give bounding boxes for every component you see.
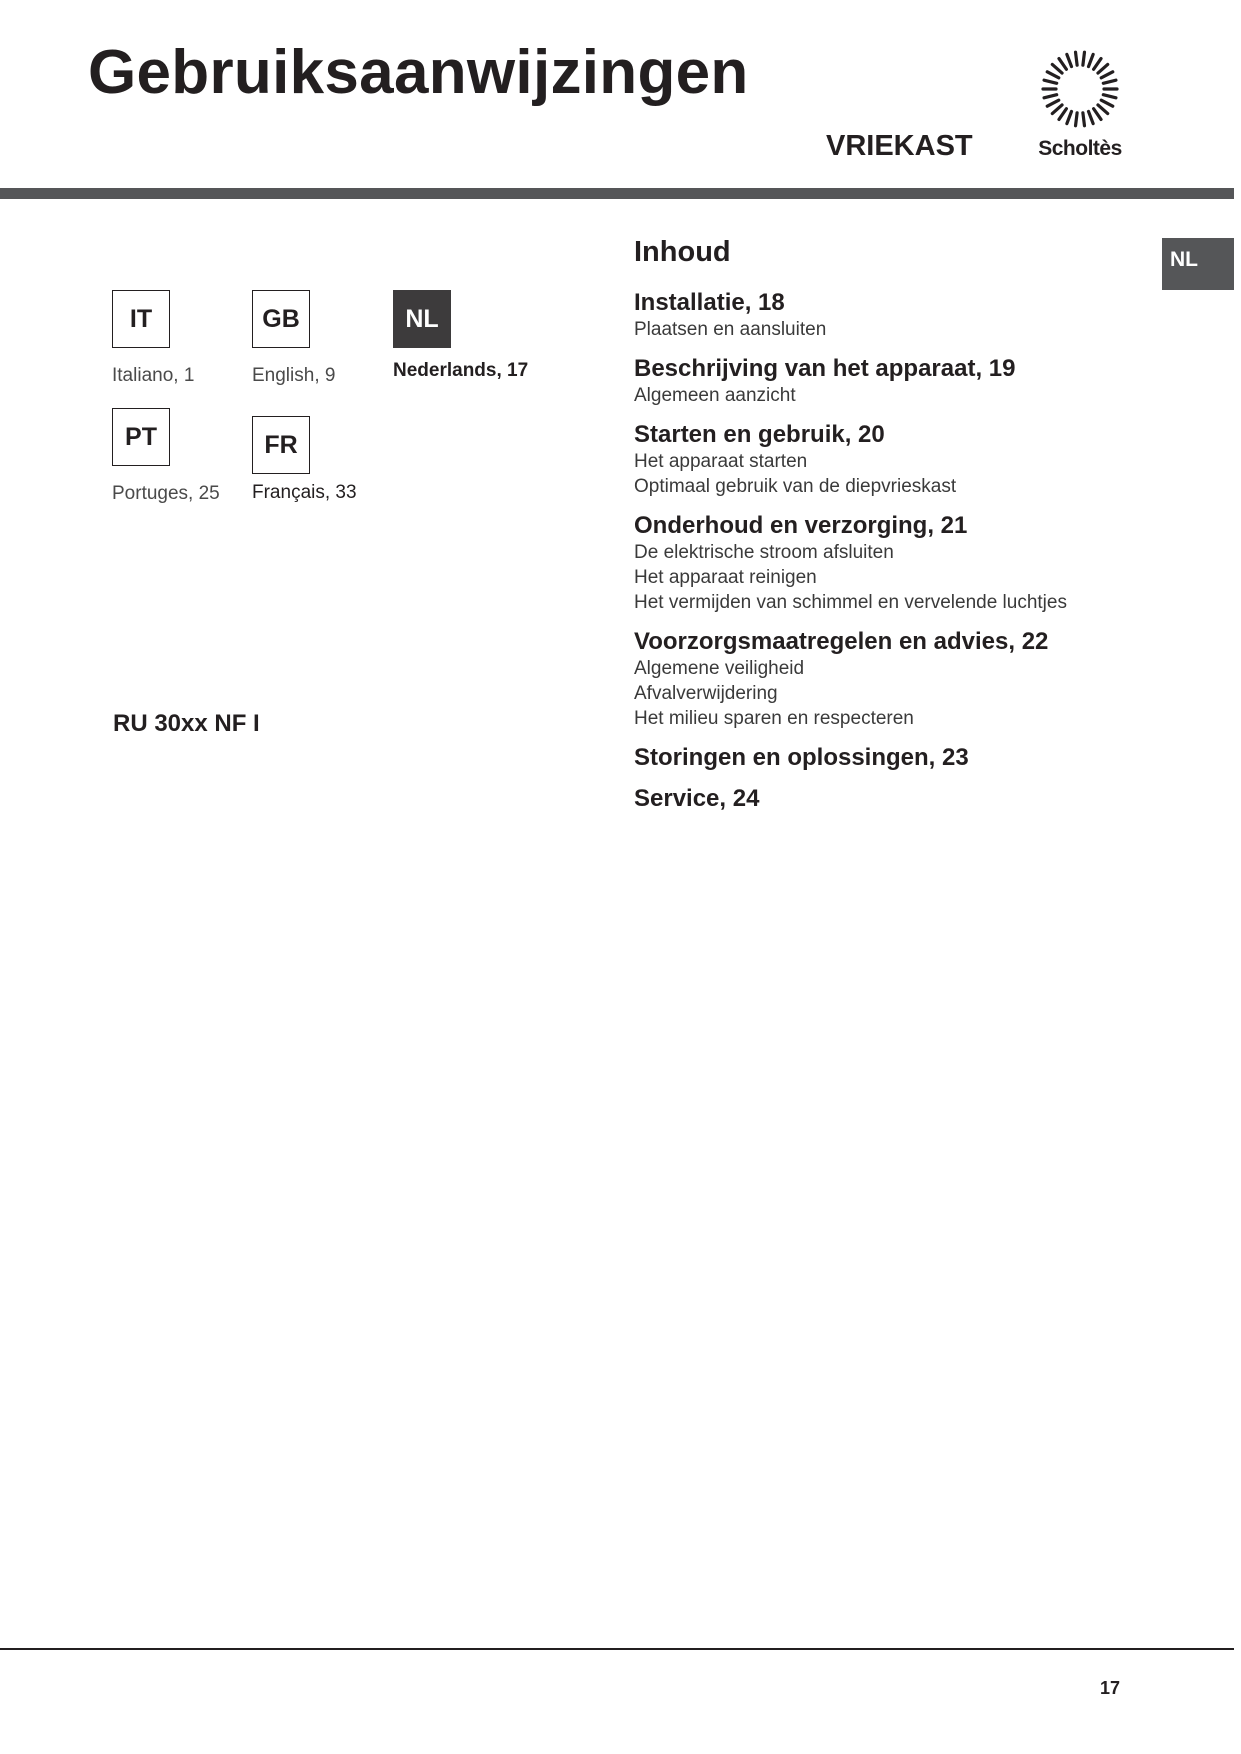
sunburst-ray <box>1052 105 1062 114</box>
toc-subitem: Het apparaat reinigen <box>634 567 817 588</box>
toc-subitem: Het apparaat starten <box>634 451 808 472</box>
footer-divider <box>0 1648 1234 1650</box>
language-box-gb[interactable]: GB <box>252 290 310 348</box>
brand-logo <box>1030 50 1130 165</box>
toc-section-service <box>634 785 1094 813</box>
sunburst-ray <box>1044 95 1057 98</box>
sunburst-logo-icon <box>1041 50 1119 128</box>
toc-subitem: Het milieu sparen en respecteren <box>634 708 914 729</box>
sunburst-ray <box>1098 105 1108 114</box>
sunburst-ray <box>1067 111 1072 123</box>
toc-subitem: Het vermijden van schimmel en vervelende luchtjes <box>634 592 1067 613</box>
toc-subitem: Plaatsen en aansluiten <box>634 319 827 340</box>
language-label-gb: English, 9 <box>252 365 336 386</box>
sunburst-ray <box>1044 80 1057 83</box>
toc-section-title[interactable]: Voorzorgsmaatregelen en advies, 22 <box>634 628 1049 655</box>
toc-subitem: Afvalverwijdering <box>634 683 778 704</box>
language-label-nl: Nederlands, 17 <box>393 360 529 381</box>
sunburst-ray <box>1101 72 1113 78</box>
document-title: Gebruiksaanwijzingen <box>88 38 749 107</box>
sunburst-ray <box>1103 95 1116 98</box>
toc-section-title[interactable]: Beschrijving van het apparaat, 19 <box>634 355 1016 382</box>
toc-section-title[interactable]: Onderhoud en verzorging, 21 <box>634 512 968 539</box>
toc-subitem: De elektrische stroom afsluiten <box>634 542 894 563</box>
toc-section-beschrijving <box>634 355 1094 408</box>
sunburst-ray <box>1103 80 1116 83</box>
sunburst-ray <box>1052 64 1062 73</box>
sunburst-ray <box>1047 100 1059 106</box>
toc-subitem: Optimaal gebruik van de diepvrieskast <box>634 476 957 497</box>
sunburst-ray <box>1094 109 1101 120</box>
language-box-fr[interactable]: FR <box>252 416 310 474</box>
toc-subitem: Algemene veiligheid <box>634 658 805 679</box>
brand-name: Scholtès <box>1038 137 1122 160</box>
language-box-it[interactable]: IT <box>112 290 170 348</box>
toc-section-title[interactable]: Installatie, 18 <box>634 289 785 316</box>
table-of-contents <box>634 289 1094 826</box>
sunburst-ray <box>1076 113 1078 126</box>
sunburst-ray <box>1059 59 1066 70</box>
sunburst-ray <box>1098 64 1108 73</box>
toc-section-title[interactable]: Service, 24 <box>634 785 760 812</box>
sunburst-ray <box>1089 111 1094 123</box>
sunburst-ray <box>1076 52 1078 65</box>
toc-section-title[interactable]: Starten en gebruik, 20 <box>634 421 885 448</box>
page-number: 17 <box>1100 1678 1121 1698</box>
sunburst-ray <box>1083 113 1085 126</box>
sunburst-ray <box>1047 72 1059 78</box>
language-box-pt[interactable]: PT <box>112 408 170 466</box>
toc-subitem: Algemeen aanzicht <box>634 385 796 406</box>
toc-section-storingen <box>634 744 1094 772</box>
header-divider <box>0 188 1234 199</box>
sunburst-ray <box>1094 59 1101 70</box>
language-tab: NL <box>1162 238 1234 290</box>
sunburst-ray <box>1083 52 1085 65</box>
toc-section-onderhoud <box>634 512 1094 615</box>
toc-section-voorzorgsmaatregelen <box>634 628 1094 731</box>
language-label-pt: Portuges, 25 <box>112 483 220 504</box>
sunburst-ray <box>1089 54 1094 66</box>
toc-section-title[interactable]: Storingen en oplossingen, 23 <box>634 744 969 771</box>
toc-section-starten <box>634 421 1094 499</box>
sunburst-ray <box>1067 54 1072 66</box>
product-type: VRIEKAST <box>826 130 973 162</box>
toc-heading: Inhoud <box>634 236 731 268</box>
language-box-nl[interactable]: NL <box>393 290 451 348</box>
language-label-fr: Français, 33 <box>252 482 357 503</box>
model-number: RU 30xx NF I <box>113 710 260 737</box>
toc-section-installatie <box>634 289 1094 342</box>
sunburst-ray <box>1101 100 1113 106</box>
sunburst-ray <box>1059 109 1066 120</box>
language-label-it: Italiano, 1 <box>112 365 195 386</box>
